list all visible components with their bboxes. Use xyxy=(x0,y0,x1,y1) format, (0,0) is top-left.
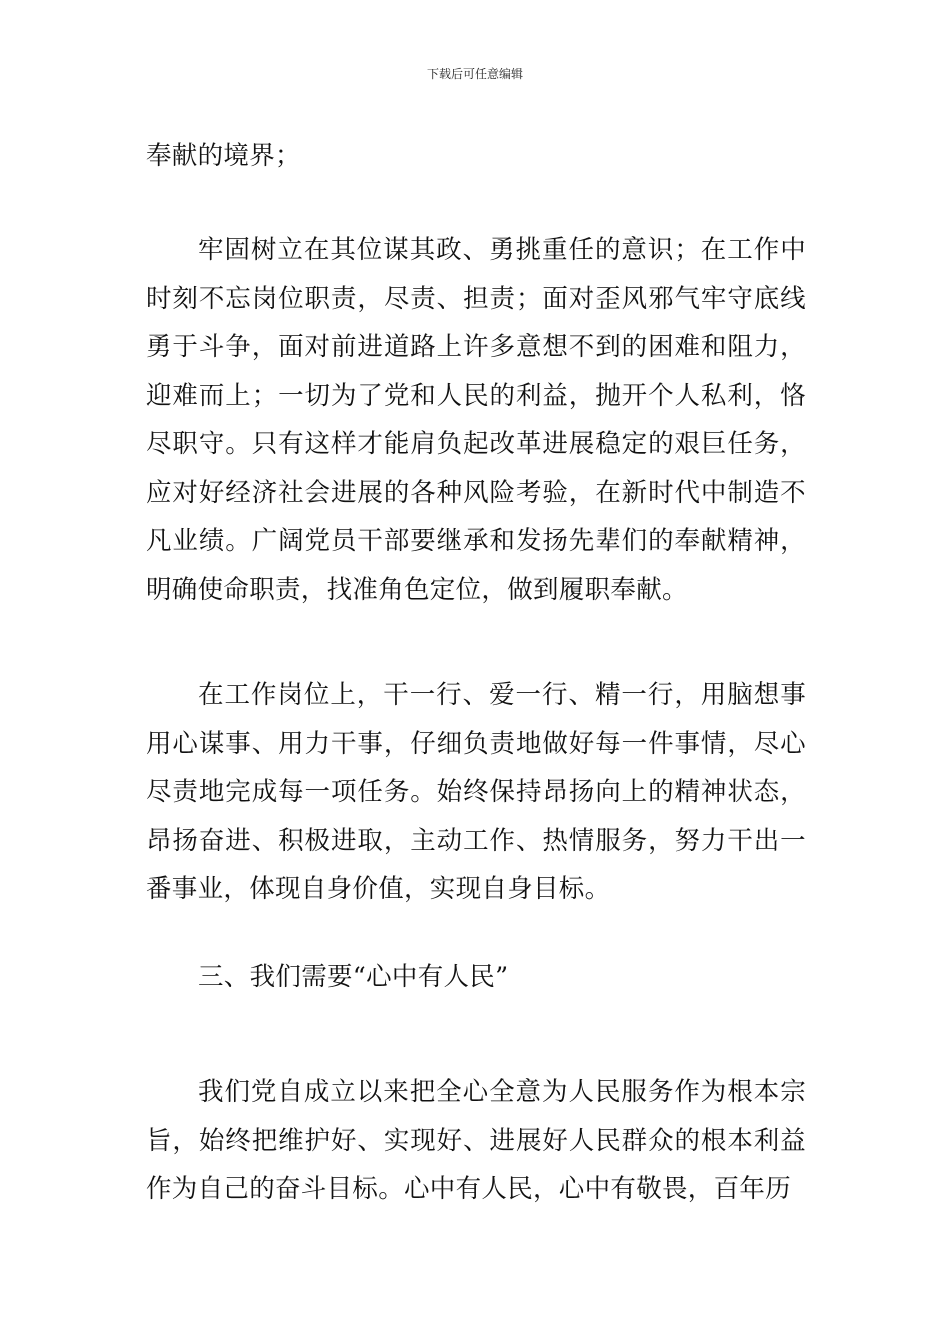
paragraph-responsibility: 牢固树立在其位谋其政、勇挑重任的意识；在工作中时刻不忘岗位职责，尽责、担责；面对歪风邪气牢守底线勇于斗争，面对前进道路上许多意想不到的困难和阻力，迎难而上；一切为了党和人民的利益，抛开个人私利，恪尽职守。只有这样才能肩负起改革进展稳定的艰巨任务，应对好经济社会进展的各种风险考验，在新时代中制造不凡业绩。广阔党员干部要继承和发扬先辈们的奉献精神，明确使命职责，找准角色定位，做到履职奉献。 xyxy=(146,235,806,605)
paragraph-work-post: 在工作岗位上，干一行、爱一行、精一行，用脑想事用心谋事、用力干事，仔细负责地做好每一件事情，尽心尽责地完成每一项任务。始终保持昂扬向上的精神状态，昂扬奋进、积极进取，主动工作、热情服务，努力干出一番事业，体现自身价值，实现自身目标。 xyxy=(146,680,806,904)
paragraph-people: 我们党自成立以来把全心全意为人民服务作为根本宗旨，始终把维护好、实现好、进展好人民群众的根本利益作为自己的奋斗目标。心中有人民，心中有敬畏，百年历 xyxy=(146,1077,806,1204)
section-heading: 三、我们需要“心中有人民” xyxy=(198,962,509,992)
paragraph-continuation: 奉献的境界； xyxy=(146,141,301,171)
header-note: 下载后可任意编辑 xyxy=(426,67,523,81)
